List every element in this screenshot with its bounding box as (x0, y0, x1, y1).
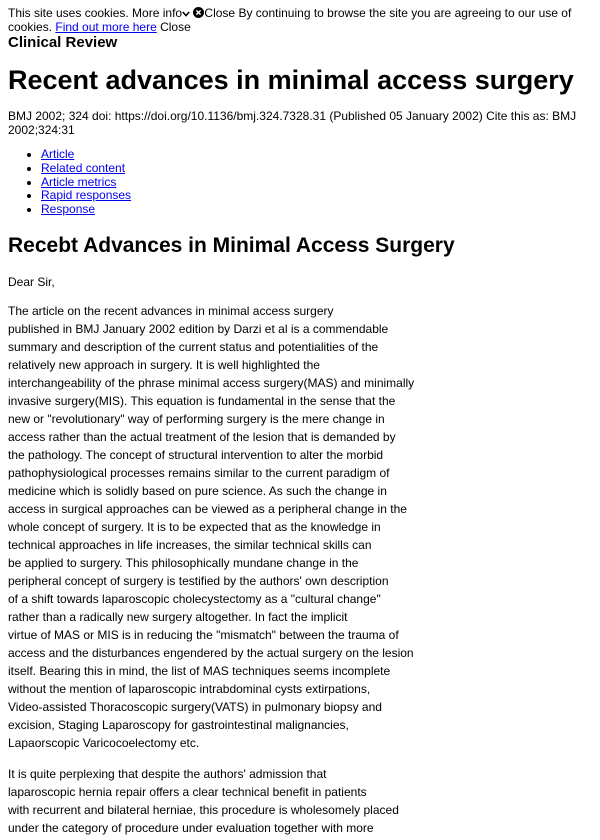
paragraph-line: access rather than the actual treatment of the lesion that is demanded by (8, 429, 396, 444)
paragraph-line: invasive surgery(MIS). This equation is fundamental in the sense that the (8, 393, 396, 408)
response-salutation: Dear Sir, (8, 274, 55, 289)
paragraph-line: under the category of procedure under evaluation together with more (8, 820, 374, 835)
tab-related-content-link[interactable]: Related content (41, 160, 126, 175)
tab-related-content (41, 162, 592, 176)
cookie-close-button[interactable]: Close (204, 6, 236, 20)
paragraph-line: medicine which is solidly based on pure science. As such the change in (8, 483, 387, 498)
paragraph-line: be applied to surgery. This philosophically mundane change in the (8, 555, 359, 570)
article-section-label: Clinical Review (8, 34, 118, 51)
paragraph-line: virtue of MAS or MIS is in reducing the "mismatch" between the trauma of (8, 627, 399, 642)
response-title: Recebt Advances in Minimal Access Surgery (8, 233, 455, 257)
paragraph-line: technical approaches in life increases, the similar technical skills can (8, 537, 372, 552)
paragraph-line: with recurrent and bilateral herniae, this procedure is wholesomely placed (8, 802, 399, 817)
paragraph-line: excision, Staging Laparoscopy for gastrointestinal malignancies, (8, 717, 349, 732)
paragraph-line: pathophysiological processes remains similar to the current paradigm of (8, 465, 390, 480)
tab-article-metrics-link[interactable]: Article metrics (41, 174, 117, 189)
paragraph-line: interchangeability of the phrase minimal access surgery(MAS) and minimally (8, 375, 415, 390)
paragraph-line: rather than a radically new surgery altogether. In fact the implicit (8, 609, 348, 624)
paragraph-line: laparoscopic hernia repair offers a clear technical benefit in patients (8, 784, 367, 799)
paragraph-line: relatively new approach in surgery. It is well highlighted the (8, 357, 320, 372)
paragraph-line: itself. Bearing this in mind, the list of MAS techniques seems incomplete (8, 663, 391, 678)
tab-article-link[interactable]: Article (41, 147, 75, 161)
paragraph-line: Video-assisted Thoracoscopic surgery(VATS) in pulmonary biopsy and (8, 699, 382, 714)
paragraph-line: peripheral concept of surgery is testified by the authors' own description (8, 573, 389, 588)
paragraph-line: access in surgical approaches can be viewed as a peripheral change in the (8, 501, 407, 516)
tab-rapid-responses-link[interactable]: Rapid responses (41, 188, 132, 203)
article-title: Recent advances in minimal access surgery (8, 65, 574, 95)
cookie-consent-text: By continuing to browse the site you are agreeing to our use of cookies. (8, 6, 572, 34)
paragraph-line: published in BMJ January 2002 edition by Darzi et al is a commendable (8, 321, 389, 336)
paragraph-line: summary and description of the current status and potentialities of the (8, 339, 379, 354)
paragraph-line: The article on the recent advances in minimal access surgery (8, 303, 334, 318)
paragraph-line: without the mention of laparoscopic intrabdominal cysts extirpations, (8, 681, 371, 696)
close-circle-icon[interactable] (193, 7, 204, 18)
cookie-banner (8, 6, 592, 34)
paragraph-line: It is quite perplexing that despite the authors' admission that (8, 766, 327, 781)
tab-rapid-responses (41, 189, 592, 203)
article-tabs (8, 148, 592, 217)
paragraph-line: access and the disturbances engendered by the actual surgery on the lesion (8, 645, 414, 660)
response-paragraph-1 (8, 302, 428, 752)
response-paragraph-2 (8, 765, 428, 837)
tab-article-metrics (41, 176, 592, 190)
paragraph-line: whole concept of surgery. It is to be expected that as the knowledge in (8, 519, 381, 534)
paragraph-line: the pathology. The concept of structural intervention to alter the morbid (8, 447, 384, 462)
chevron-down-icon[interactable] (182, 10, 190, 18)
paragraph-line: Lapaorscopic Varicocoelectomy etc. (8, 735, 200, 750)
tab-response (41, 203, 592, 217)
tab-article (41, 148, 592, 162)
cookie-close-link[interactable]: Close (156, 20, 191, 34)
article-citation: BMJ 2002; 324 doi: https://doi.org/10.1136/bmj.324.7328.31 (Published 05 January 2002) Cite this as: BMJ 2002;324:31 (8, 109, 577, 137)
cookie-text: This site uses cookies. More info (8, 6, 183, 20)
paragraph-line: new or "revolutionary" way of performing surgery is the mere change in (8, 411, 385, 426)
paragraph-line: of a shift towards laparoscopic cholecystectomy as a "cultural change" (8, 591, 381, 606)
tab-response-link[interactable]: Response (41, 202, 96, 217)
find-out-more-link[interactable]: Find out more here (55, 20, 157, 34)
